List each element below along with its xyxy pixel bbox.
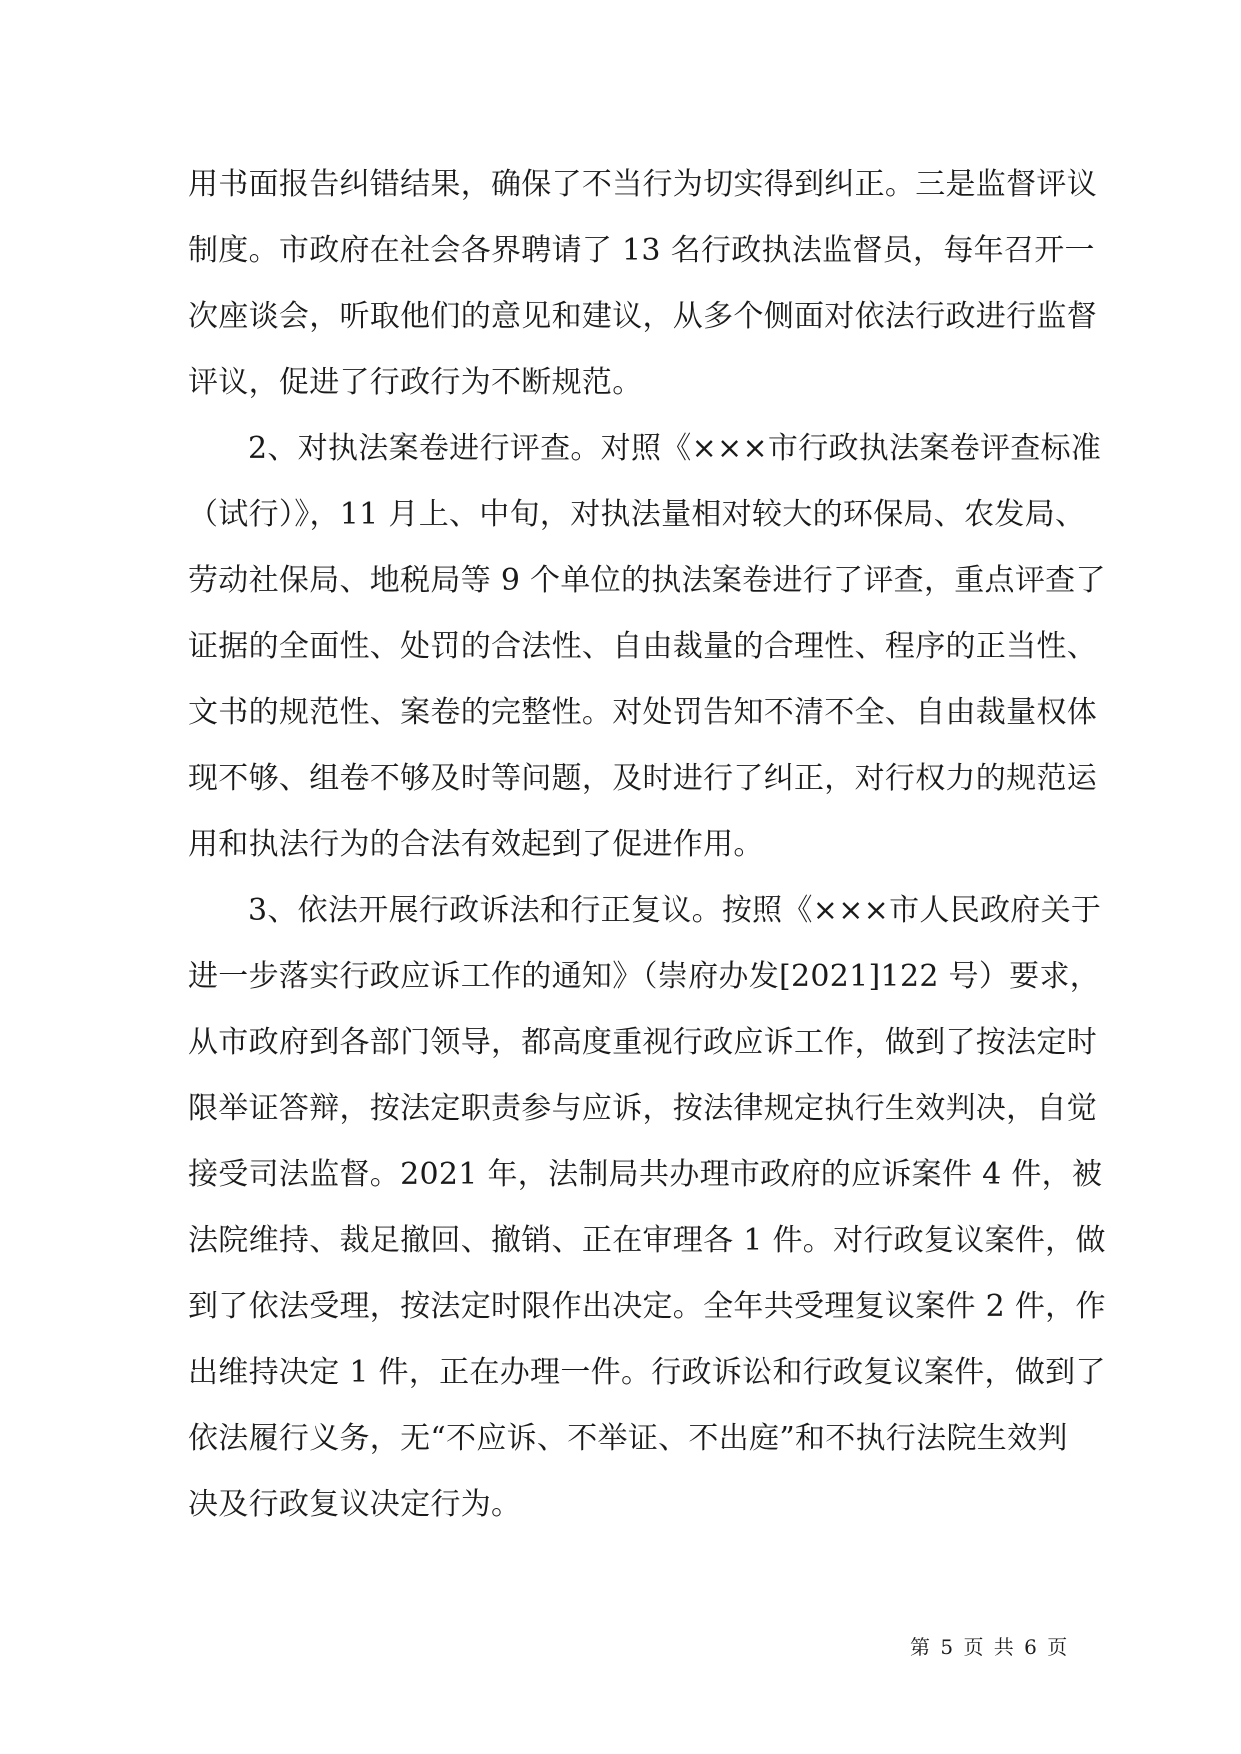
text-line: 限举证答辩，按法定职责参与应诉，按法律规定执行生效判决，自觉 [188, 1091, 1097, 1126]
text-line: 劳动社保局、地税局等 9 个单位的执法案卷进行了评查，重点评查了 [188, 563, 1106, 598]
paragraph-start-line: 2、对执法案卷进行评查。对照《×××市行政执法案卷评查标准 [248, 431, 1102, 466]
text-line: 次座谈会，听取他们的意见和建议，从多个侧面对依法行政进行监督 [188, 299, 1097, 334]
text-line: 决及行政复议决定行为。 [188, 1487, 522, 1522]
text-line: 法院维持、裁足撤回、撤销、正在审理各 1 件。对行政复议案件，做 [188, 1223, 1106, 1258]
text-line: 文书的规范性、案卷的完整性。对处罚告知不清不全、自由裁量权体 [188, 695, 1097, 730]
text-line: 出维持决定 1 件，正在办理一件。行政诉讼和行政复议案件，做到了 [188, 1355, 1106, 1390]
text-line: 制度。市政府在社会各界聘请了 13 名行政执法监督员，每年召开一 [188, 233, 1095, 268]
text-line: 依法履行义务，无“不应诉、不举证、不出庭”和不执行法院生效判 [188, 1421, 1068, 1456]
text-line: 现不够、组卷不够及时等问题，及时进行了纠正，对行权力的规范运 [188, 761, 1097, 796]
text-line: 评议，促进了行政行为不断规范。 [188, 365, 643, 400]
text-line: 证据的全面性、处罚的合法性、自由裁量的合理性、程序的正当性、 [188, 629, 1097, 664]
text-line: 从市政府到各部门领导，都高度重视行政应诉工作，做到了按法定时 [188, 1025, 1097, 1060]
text-line: 到了依法受理，按法定时限作出决定。全年共受理复议案件 2 件，作 [188, 1289, 1106, 1324]
text-line: 用书面报告纠错结果，确保了不当行为切实得到纠正。三是监督评议 [188, 167, 1097, 202]
text-line: （试行）》，11 月上、中旬，对执法量相对较大的环保局、农发局、 [188, 497, 1086, 532]
body-text [188, 152, 1106, 1538]
text-line: 进一步落实行政应诉工作的通知》（崇府办发[2021]122 号）要求， [188, 959, 1101, 994]
text-line: 接受司法监督。2021 年，法制局共办理市政府的应诉案件 4 件，被 [188, 1157, 1103, 1192]
text-line: 用和执法行为的合法有效起到了促进作用。 [188, 827, 764, 862]
page-number-footer: 第 5 页 共 6 页 [910, 1635, 1070, 1659]
paragraph-start-line: 3、依法开展行政诉法和行正复议。按照《×××市人民政府关于 [248, 893, 1102, 928]
